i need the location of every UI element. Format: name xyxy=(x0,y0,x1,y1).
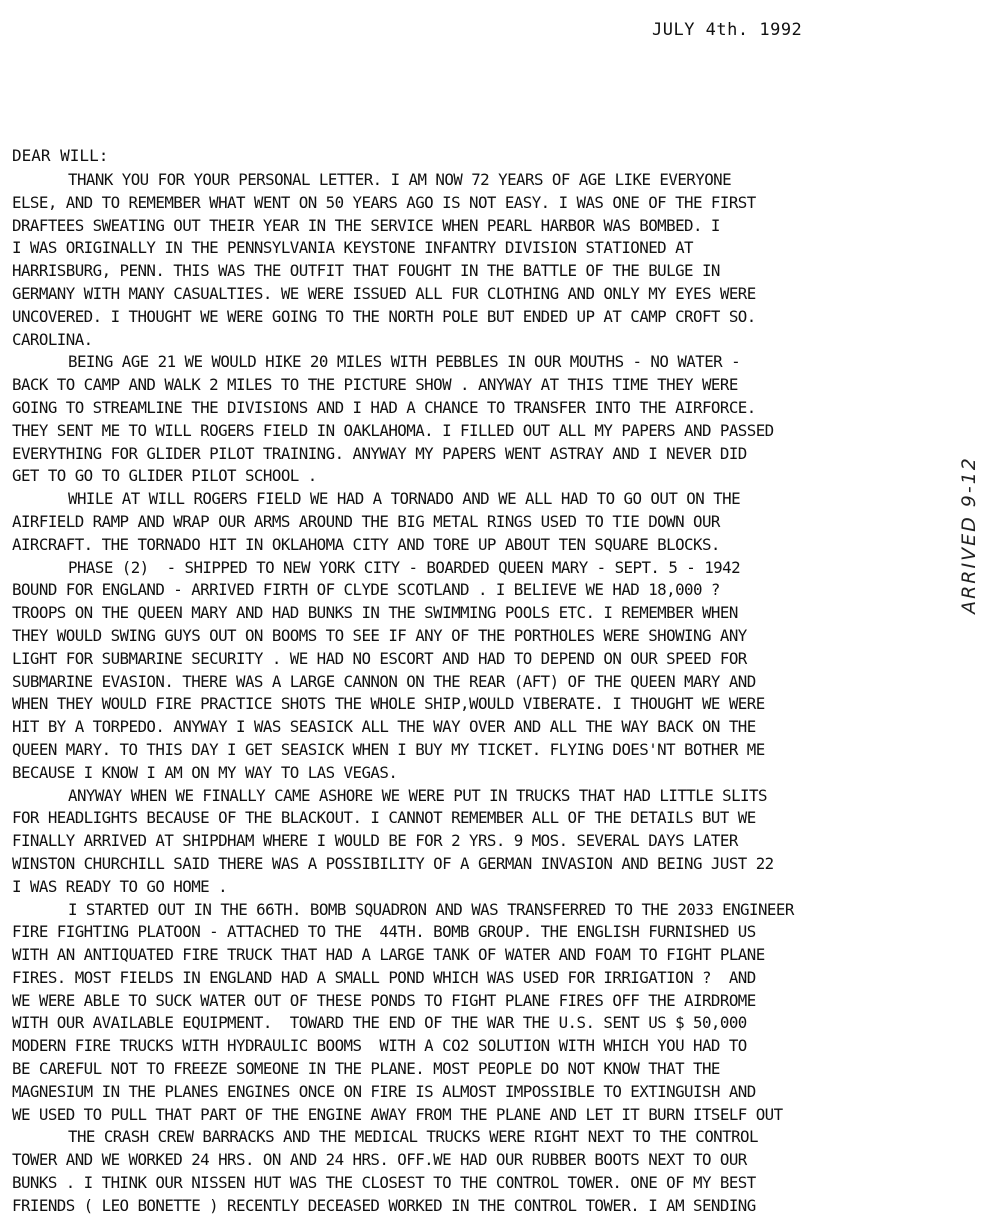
body-line: QUEEN MARY. TO THIS DAY I GET SEASICK WHEN I BUY MY TICKET. FLYING DOES'NT BOTHER ME xyxy=(12,739,765,759)
body-line: FIRE FIGHTING PLATOON - ATTACHED TO THE 44TH. BOMB GROUP. THE ENGLISH FURNISHED US xyxy=(12,922,756,942)
body-line: AIRCRAFT. THE TORNADO HIT IN OKLAHOMA CITY AND TORE UP ABOUT TEN SQUARE BLOCKS. xyxy=(12,534,720,554)
body-line: BUNKS . I THINK OUR NISSEN HUT WAS THE CLOSEST TO THE CONTROL TOWER. ONE OF MY BEST xyxy=(12,1173,756,1193)
body-line: SUBMARINE EVASION. THERE WAS A LARGE CANNON ON THE REAR (AFT) OF THE QUEEN MARY AND xyxy=(12,671,756,691)
body-line: BEING AGE 21 WE WOULD HIKE 20 MILES WITH PEBBLES IN OUR MOUTHS - NO WATER - xyxy=(68,352,741,372)
body-line: HARRISBURG, PENN. THIS WAS THE OUTFIT THAT FOUGHT IN THE BATTLE OF THE BULGE IN xyxy=(12,261,720,281)
handwritten-margin-note xyxy=(954,450,984,620)
body-line: FINALLY ARRIVED AT SHIPDHAM WHERE I WOULD BE FOR 2 YRS. 9 MOS. SEVERAL DAYS LATER xyxy=(12,831,738,851)
body-line: DRAFTEES SWEATING OUT THEIR YEAR IN THE SERVICE WHEN PEARL HARBOR WAS BOMBED. I xyxy=(12,215,720,235)
body-line: WINSTON CHURCHILL SAID THERE WAS A POSSIBILITY OF A GERMAN INVASION AND BEING JUST 22 xyxy=(12,853,774,873)
body-line: PHASE (2) - SHIPPED TO NEW YORK CITY - BOARDED QUEEN MARY - SEPT. 5 - 1942 xyxy=(68,557,741,577)
body-line: LIGHT FOR SUBMARINE SECURITY . WE HAD NO ESCORT AND HAD TO DEPEND ON OUR SPEED FOR xyxy=(12,648,747,668)
body-line: WHILE AT WILL ROGERS FIELD WE HAD A TORNADO AND WE ALL HAD TO GO OUT ON THE xyxy=(68,489,741,509)
body-line: MAGNESIUM IN THE PLANES ENGINES ONCE ON FIRE IS ALMOST IMPOSSIBLE TO EXTINGUISH AND xyxy=(12,1081,756,1101)
body-line: WHEN THEY WOULD FIRE PRACTICE SHOTS THE WHOLE SHIP,WOULD VIBERATE. I THOUGHT WE WERE xyxy=(12,694,765,714)
body-line: WE USED TO PULL THAT PART OF THE ENGINE AWAY FROM THE PLANE AND LET IT BURN ITSELF OUT xyxy=(12,1104,783,1124)
body-line: GERMANY WITH MANY CASUALTIES. WE WERE ISSUED ALL FUR CLOTHING AND ONLY MY EYES WERE xyxy=(12,283,756,303)
body-line: I WAS ORIGINALLY IN THE PENNSYLVANIA KEYSTONE INFANTRY DIVISION STATIONED AT xyxy=(12,238,694,258)
body-line: FRIENDS ( LEO BONETTE ) RECENTLY DECEASED WORKED IN THE CONTROL TOWER. I AM SENDING xyxy=(12,1195,756,1215)
body-line: UNCOVERED. I THOUGHT WE WERE GOING TO THE NORTH POLE BUT ENDED UP AT CAMP CROFT SO. xyxy=(12,306,756,326)
body-line: THANK YOU FOR YOUR PERSONAL LETTER. I AM NOW 72 YEARS OF AGE LIKE EVERYONE xyxy=(68,170,732,189)
body-line: WITH AN ANTIQUATED FIRE TRUCK THAT HAD A LARGE TANK OF WATER AND FOAM TO FIGHT PLANE xyxy=(12,945,765,965)
body-line: GET TO GO TO GLIDER PILOT SCHOOL . xyxy=(12,466,317,486)
body-line: TOWER AND WE WORKED 24 HRS. ON AND 24 HRS. OFF.WE HAD OUR RUBBER BOOTS NEXT TO OUR xyxy=(12,1150,747,1170)
body-line: I STARTED OUT IN THE 66TH. BOMB SQUADRON AND WAS TRANSFERRED TO THE 2033 ENGINEER xyxy=(68,899,794,919)
body-line: EVERYTHING FOR GLIDER PILOT TRAINING. ANYWAY MY PAPERS WENT ASTRAY AND I NEVER DID xyxy=(12,443,747,463)
body-line: BE CAREFUL NOT TO FREEZE SOMEONE IN THE PLANE. MOST PEOPLE DO NOT KNOW THAT THE xyxy=(12,1059,720,1079)
body-line: GOING TO STREAMLINE THE DIVISIONS AND I HAD A CHANCE TO TRANSFER INTO THE AIRFORCE. xyxy=(12,397,756,417)
body-line: ELSE, AND TO REMEMBER WHAT WENT ON 50 YEARS AGO IS NOT EASY. I WAS ONE OF THE FIRST xyxy=(12,192,756,212)
margin-note-text: ARRIVED 9-12 xyxy=(958,456,980,614)
body-line: FOR HEADLIGHTS BECAUSE OF THE BLACKOUT. I CANNOT REMEMBER ALL OF THE DETAILS BUT WE xyxy=(12,808,756,828)
body-line: WE WERE ABLE TO SUCK WATER OUT OF THESE PONDS TO FIGHT PLANE FIRES OFF THE AIRDROME xyxy=(12,990,756,1010)
body-line: BOUND FOR ENGLAND - ARRIVED FIRTH OF CLYDE SCOTLAND . I BELIEVE WE HAD 18,000 ? xyxy=(12,580,720,600)
salutation: DEAR WILL: xyxy=(12,146,109,165)
body-line: FIRES. MOST FIELDS IN ENGLAND HAD A SMALL POND WHICH WAS USED FOR IRRIGATION ? AND xyxy=(12,967,756,987)
body-line: THEY SENT ME TO WILL ROGERS FIELD IN OAKLAHOMA. I FILLED OUT ALL MY PAPERS AND PASSED xyxy=(12,420,774,440)
body-line: BECAUSE I KNOW I AM ON MY WAY TO LAS VEGAS. xyxy=(12,762,398,782)
body-line: THEY WOULD SWING GUYS OUT ON BOOMS TO SEE IF ANY OF THE PORTHOLES WERE SHOWING ANY xyxy=(12,625,747,645)
body-line: ANYWAY WHEN WE FINALLY CAME ASHORE WE WERE PUT IN TRUCKS THAT HAD LITTLE SLITS xyxy=(68,785,767,805)
body-line: TROOPS ON THE QUEEN MARY AND HAD BUNKS IN THE SWIMMING POOLS ETC. I REMEMBER WHEN xyxy=(12,603,738,623)
body-line: THE CRASH CREW BARRACKS AND THE MEDICAL TRUCKS WERE RIGHT NEXT TO THE CONTROL xyxy=(68,1127,758,1147)
letter-date: JULY 4th. 1992 xyxy=(652,20,803,40)
body-line: I WAS READY TO GO HOME . xyxy=(12,876,228,896)
body-line: CAROLINA. xyxy=(12,329,93,349)
body-line: HIT BY A TORPEDO. ANYWAY I WAS SEASICK ALL THE WAY OVER AND ALL THE WAY BACK ON THE xyxy=(12,717,756,737)
letter-body xyxy=(12,169,1000,1218)
body-line: AIRFIELD RAMP AND WRAP OUR ARMS AROUND THE BIG METAL RINGS USED TO TIE DOWN OUR xyxy=(12,511,720,531)
body-line: WITH OUR AVAILABLE EQUIPMENT. TOWARD THE END OF THE WAR THE U.S. SENT US $ 50,000 xyxy=(12,1013,747,1033)
body-line: MODERN FIRE TRUCKS WITH HYDRAULIC BOOMS WITH A CO2 SOLUTION WITH WHICH YOU HAD TO xyxy=(12,1036,747,1056)
body-line: BACK TO CAMP AND WALK 2 MILES TO THE PICTURE SHOW . ANYWAY AT THIS TIME THEY WERE xyxy=(12,375,738,395)
